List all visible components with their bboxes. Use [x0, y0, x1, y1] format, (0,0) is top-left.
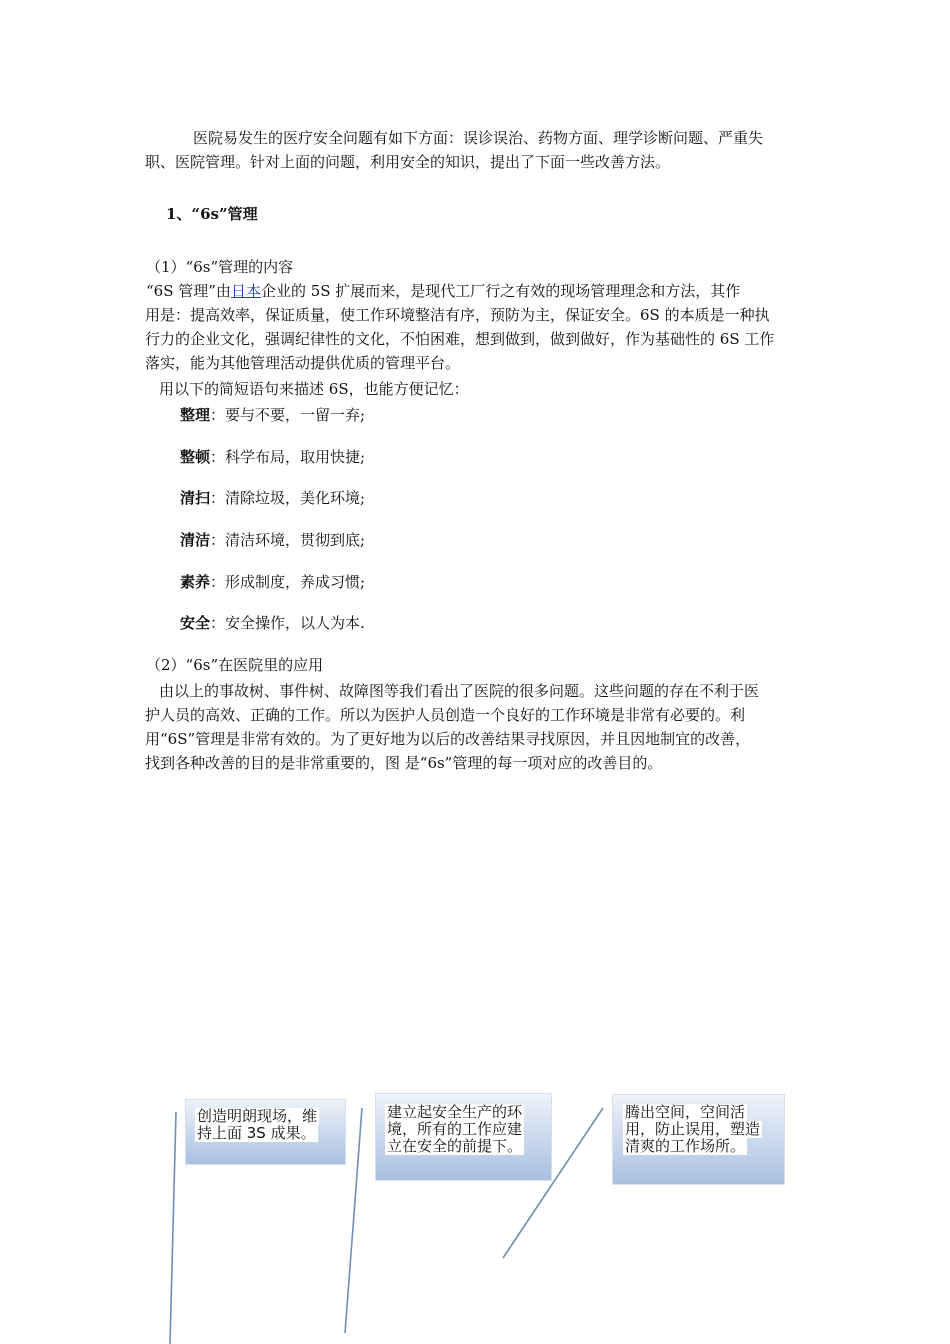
connector-line-1 [170, 1112, 176, 1344]
para1-line-3: 行力的企业文化，强调纪律性的文化，不怕困难，想到做到，做到做好，作为基础性的 6S 工作 [145, 330, 775, 348]
box-text-line: 境，所有的工作应建 [387, 1120, 523, 1138]
para2: 用以下的简短语句来描述 6S，也能方便记忆： [159, 380, 469, 398]
subheading-content: （1）“6s”管理的内容 [146, 258, 294, 276]
box-text-line: 持上面 3S 成果。 [197, 1124, 316, 1142]
para1-text: 企业的 5S 扩展而来，是现代工厂行之有效的现场管理理念和方法，其作 [260, 282, 741, 300]
para1-text: “6S 管理”由 [146, 282, 231, 300]
diagram-box-safety [375, 1093, 552, 1181]
para1-line-4: 落实，能为其他管理活动提供优质的管理平台。 [145, 354, 461, 372]
box-text-line: 清爽的工作场所。 [625, 1137, 746, 1155]
diagram-box-clean [185, 1099, 346, 1165]
list-term: 整顿 [180, 448, 211, 466]
list-desc: ：形成制度，养成习惯; [210, 573, 366, 591]
list-desc: ：科学布局，取用快捷; [210, 448, 366, 466]
list-term: 安全 [180, 614, 211, 632]
list-term: 清洁 [180, 531, 211, 549]
box-text-line: 腾出空间，空间活 [625, 1103, 746, 1121]
list-term: 整理 [180, 406, 211, 424]
list-term: 清扫 [180, 489, 211, 507]
list-term: 素养 [180, 573, 211, 591]
intro-line-2: 职、医院管理。针对上面的问题，利用安全的知识，提出了下面一些改善方法。 [145, 153, 671, 171]
box-text-line: 立在安全的前提下。 [387, 1137, 523, 1155]
section-heading: 1、“6s”管理 [166, 205, 258, 223]
diagram-box-space [612, 1094, 785, 1185]
para3-line-4: 找到各种改善的目的是非常重要的，图 是“6s”管理的每一项对应的改善目的。 [145, 754, 663, 772]
subheading-application: （2）“6s”在医院里的应用 [146, 656, 324, 674]
para3-line-1: 由以上的事故树、事件树、故障图等我们看出了医院的很多问题。这些问题的存在不利于医 [159, 682, 760, 700]
box-text-line: 用，防止误用，塑造 [625, 1120, 761, 1138]
para3-line-3: 用“6S”管理是非常有效的。为了更好地为以后的改善结果寻找原因，并且因地制宜的改善， [145, 730, 751, 748]
box-text-line: 创造明朗现场，维 [197, 1107, 318, 1125]
connector-line-2 [345, 1108, 362, 1333]
japan-link[interactable]: 日本 [230, 282, 261, 300]
box-text-line: 建立起安全生产的环 [387, 1103, 523, 1121]
list-desc: ：安全操作，以人为本. [210, 614, 365, 632]
intro-line-1: 医院易发生的医疗安全问题有如下方面：误诊误治、药物方面、理学诊断问题、严重失 [193, 129, 764, 147]
list-desc: ：要与不要，一留一弃; [210, 406, 366, 424]
list-desc: ：清洁环境，贯彻到底; [210, 531, 366, 549]
para3-line-2: 护人员的高效、正确的工作。所以为医护人员创造一个良好的工作环境是非常有必要的。利 [145, 706, 746, 724]
list-desc: ：清除垃圾，美化环境; [210, 489, 366, 507]
para1-line-2: 用是：提高效率，保证质量，使工作环境整洁有序，预防为主，保证安全。6S 的本质是一种执 [145, 306, 770, 324]
